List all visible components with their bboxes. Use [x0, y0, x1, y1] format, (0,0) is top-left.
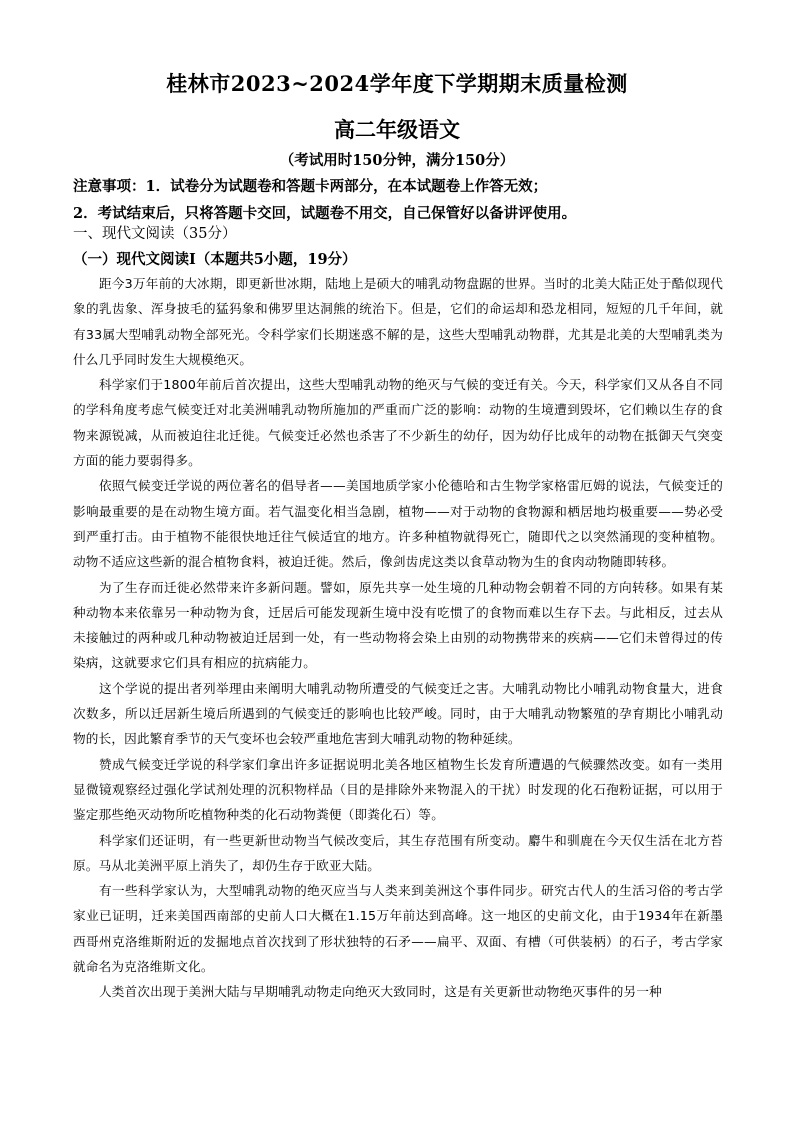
article-paragraph-1: 距今3万年前的大冰期，即更新世冰期，陆地上是硕大的哺乳动物盘踞的世界。当时的北美大陆正处于酷似现代象的乳齿象、浑身披毛的猛犸象和佛罗里达洞熊的统治下。但是，它们的命运却和恐龙相同，短短的几千年间，就有33属大型哺乳动物全部死光。令科学家们长期迷惑不解的是，这些大型哺乳动物群，尤其是北美的大型哺乳类为什么几乎同时发生大规模绝灭。 [73, 276, 723, 367]
notice-line-2: 2．考试结束后，只将答题卡交回，试题卷不用交，自己保管好以备讲评使用。 [73, 205, 577, 222]
subsection-heading: （一）现代文阅读Ⅰ（本题共5小题，19分） [73, 251, 357, 268]
article-paragraph-2: 科学家们于1800年前后首次提出，这些大型哺乳动物的绝灭与气候的变迁有关。今天，科学家们又从各自不同的学科角度考虑气候变迁对北美洲哺乳动物所施加的严重而广泛的影响：动物的生境遭到毁坏，它们赖以生存的食物来源锐减，从而被迫往北迁徙。气候变迁必然也杀害了不少新生的幼仔，因为幼仔比成年的动物在抵御天气突变方面的能力要弱得多。 [73, 377, 723, 469]
article-paragraph-7: 科学家们还证明，有一些更新世动物当气候改变后，其生存范围有所变动。麝牛和驯鹿在今天仅生活在北方苔原。马从北美洲平原上消失了，却仍生存于欧亚大陆。 [73, 832, 723, 873]
article-paragraph-8: 有一些科学家认为，大型哺乳动物的绝灭应当与人类来到美洲这个事件同步。研究古代人的生活习俗的考古学家业已证明，迁来美国西南部的史前人口大概在1.15万年前达到高峰。这一地区的史前文化，由于1934年在新墨西哥州克洛维斯附近的发掘地点首次找到了形状独特的石矛——扁平、双面、有槽（可供装柄）的石子，考古学家就命名为克洛维斯文化。 [73, 883, 723, 975]
article-paragraph-5: 这个学说的提出者列举理由来阐明大哺乳动物所遭受的气候变迁之害。大哺乳动物比小哺乳动物食量大，进食次数多，所以迁居新生境后所遇到的气候变迁的影响也比较严峻。同时，由于大哺乳动物繁殖的孕育期比小哺乳动物的长，因此繁育季节的天气变坏也会较严重地危害到大哺乳动物的物种延续。 [73, 680, 723, 747]
exam-title: 桂林市2023~2024学年度下学期期末质量检测 [166, 71, 628, 96]
notice-line-1: 注意事项：1．试卷分为试题卷和答题卡两部分，在本试题卷上作答无效； [73, 178, 548, 195]
section-heading: 一、现代文阅读（35分） [73, 226, 237, 242]
article-paragraph-4: 为了生存而迁徙必然带来许多新问题。譬如，原先共享一处生境的几种动物会朝着不同的方向转移。如果有某种动物本来依靠另一种动物为食，迁居后可能发现新生境中没有吃惯了的食物而难以生存下去。与此相反，过去从未接触过的两种或几种动物被迫迁居到一处，有一些动物将会染上由别的动物携带来的疾病——它们未曾得过的传染病，这就要求它们具有相应的抗病能力。 [73, 579, 723, 671]
article-paragraph-9: 人类首次出现于美洲大陆与早期哺乳动物走向绝灭大致同时，这是有关更新世动物绝灭事件的另一种 [99, 984, 662, 1000]
article-paragraph-3: 依照气候变迁学说的两位著名的倡导者——美国地质学家小伦德哈和古生物学家格雷厄姆的说法，气候变迁的影响最重要的是在动物生境方面。若气温变化相当急剧，植物——对于动物的食物源和栖居地均极重要——势必受到严重打击。由于植物不能很快地迁往气候适宜的地方。许多种植物就得死亡，随即代之以突然涌现的变种植物。动物不适应这些新的混合植物食料，被迫迁徙。然后，像剑齿虎这类以食草动物为生的食肉动物随即转移。 [73, 478, 723, 570]
subject-title: 高二年级语文 [334, 117, 460, 142]
article-body [73, 271, 723, 1005]
exam-info: （考试用时150分钟，满分150分） [279, 152, 515, 169]
article-paragraph-6: 赞成气候变迁学说的科学家们拿出许多证据说明北美各地区植物生长发育所遭遇的气候骤然改变。如有一类用显微镜观察经过强化学试剂处理的沉积物样品（目的是排除外来物混入的干扰）时发现的化石孢粉证据，可以用于鉴定那些绝灭动物所吃植物种类的化石动物粪便（即粪化石）等。 [73, 756, 723, 823]
